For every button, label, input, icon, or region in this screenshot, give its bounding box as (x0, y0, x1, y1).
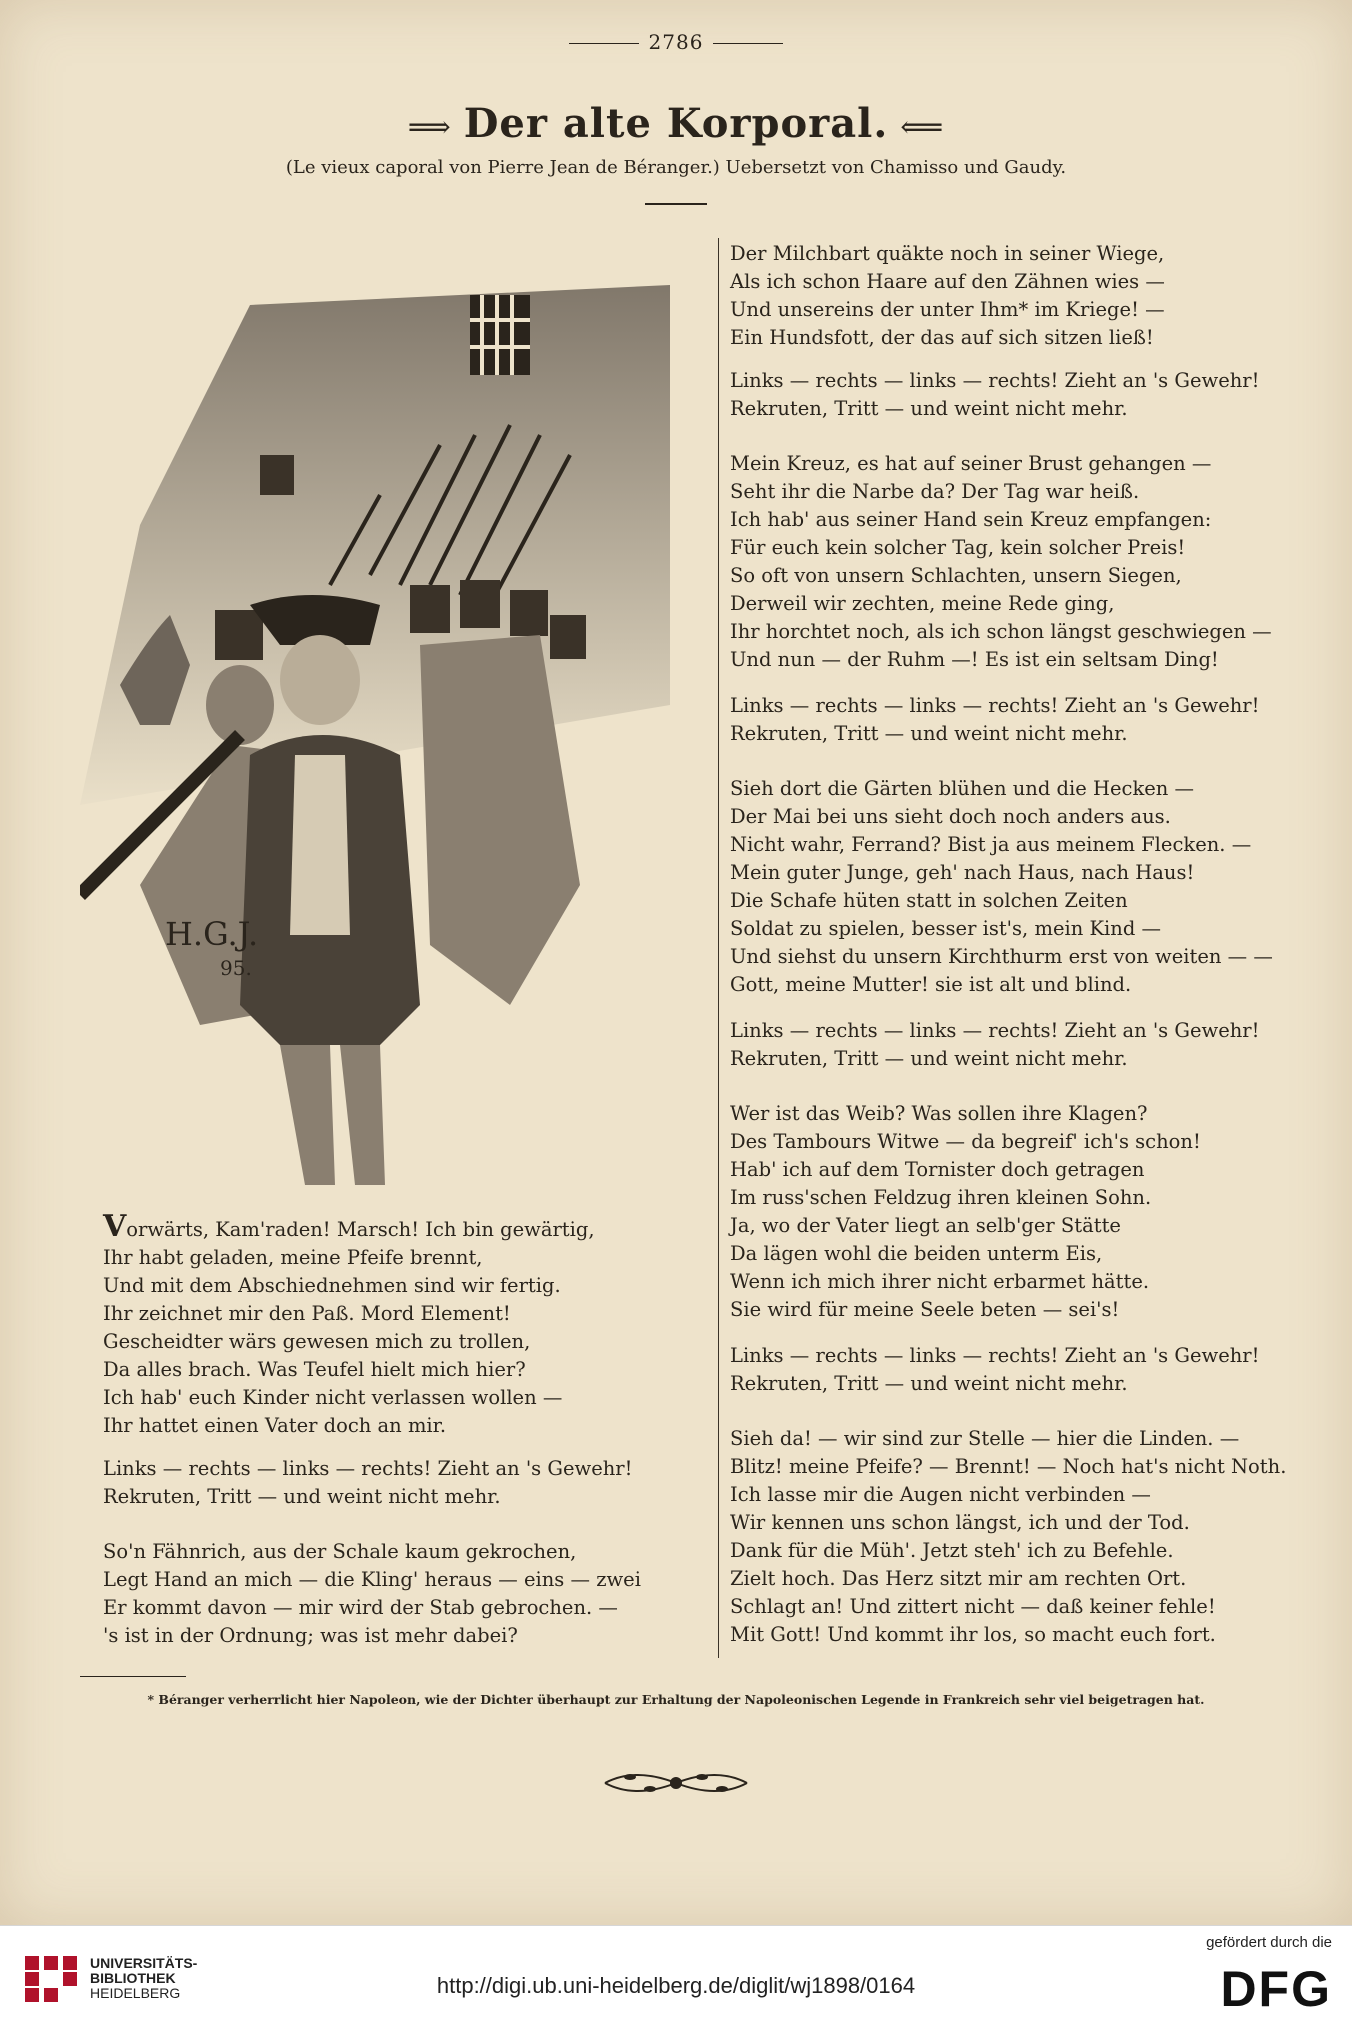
refrain-line: Links — rechts — links — rechts! Zieht an 's Gewehr! (730, 1019, 1260, 1042)
right-stanza-2 (730, 450, 1272, 674)
footnote-rule (80, 1676, 186, 1677)
poem-line: Als ich schon Haare auf den Zähnen wies — (730, 270, 1165, 293)
refrain-line: Links — rechts — links — rechts! Zieht an 's Gewehr! (103, 1457, 633, 1480)
poem-line: 's ist in der Ordnung; was ist mehr dabei? (103, 1624, 518, 1647)
poem-line: Der Mai bei uns sieht doch noch anders aus. (730, 805, 1171, 828)
institution-line: HEIDELBERG (90, 1985, 181, 2001)
poem-line: Ihr habt geladen, meine Pfeife brennt, (103, 1246, 483, 1269)
refrain-line: Rekruten, Tritt — und weint nicht mehr. (730, 1047, 1128, 1070)
poem-title-text: Der alte Korporal. (463, 100, 889, 147)
poem-line: Da lägen wohl die beiden unterm Eis, (730, 1242, 1103, 1265)
right-refrain-4 (730, 1342, 1259, 1398)
funding-text: gefördert durch die (1206, 1934, 1332, 1951)
poem-line: Ihr hattet einen Vater doch an mir. (103, 1414, 447, 1437)
left-refrain-1 (103, 1455, 632, 1511)
left-stanza-1 (103, 1209, 595, 1440)
poem-title (0, 100, 1352, 147)
page-number-text: 2786 (648, 30, 704, 54)
prison-wall (80, 285, 670, 805)
title-arrow-right-icon: ⟸ (900, 110, 945, 145)
barred-window (470, 295, 530, 375)
permalink-url[interactable]: http://digi.ub.uni-heidelberg.de/diglit/wj1898/0164 (436, 1973, 916, 1998)
page-number-rule-right (713, 43, 783, 44)
title-arrow-left-icon: ⟹ (407, 110, 452, 145)
poem-line: Da alles brach. Was Teufel hielt mich hier? (103, 1358, 526, 1381)
refrain-line: Rekruten, Tritt — und weint nicht mehr. (730, 722, 1128, 745)
poem-line: Sieh dort die Gärten blühen und die Hecken — (730, 777, 1195, 800)
poem-line: Ein Hundsfott, der das auf sich sitzen ließ! (730, 326, 1154, 349)
poem-line: Vorwärts, Kam'raden! Marsch! Ich bin gewärtig, (103, 1209, 595, 1244)
floral-ornament-icon (595, 1765, 757, 1801)
left-stanza-2 (103, 1538, 641, 1650)
poem-line: Legt Hand an mich — die Kling' heraus — eins — zwei (103, 1568, 641, 1591)
poem-line: Dank für die Müh'. Jetzt steh' ich zu Befehle. (730, 1539, 1174, 1562)
poem-line: Wir kennen uns schon längst, ich und der Tod. (730, 1511, 1190, 1534)
poem-line: Sieh da! — wir sind zur Stelle — hier die Linden. — (730, 1427, 1240, 1450)
poem-line: So oft von unsern Schlachten, unsern Siegen, (730, 564, 1182, 587)
poem-line: Derweil wir zechten, meine Rede ging, (730, 592, 1115, 615)
title-divider (645, 203, 707, 205)
refrain-line: Rekruten, Tritt — und weint nicht mehr. (730, 397, 1128, 420)
poem-line: Seht ihr die Narbe da? Der Tag war heiß. (730, 480, 1140, 503)
poem-line: Zielt hoch. Das Herz sitzt mir am rechten Ort. (730, 1567, 1187, 1590)
right-stanza-4 (730, 1100, 1201, 1324)
poem-line: Ihr horchtet noch, als ich schon längst geschwiegen — (730, 620, 1272, 643)
poem-line: Wer ist das Weib? Was sollen ihre Klagen? (730, 1102, 1148, 1125)
institution-line: UNIVERSITÄTS- (90, 1955, 198, 1971)
poem-line: Blitz! meine Pfeife? — Brennt! — Noch hat's nicht Noth. (730, 1455, 1287, 1478)
illustration-signature: H.G.J. (165, 915, 259, 953)
poem-subtitle: (Le vieux caporal von Pierre Jean de Béranger.) Uebersetzt von Chamisso und Gaudy. (285, 157, 1067, 178)
poem-line: Im russ'schen Feldzug ihren kleinen Sohn. (730, 1186, 1152, 1209)
illustration-old-corporal (80, 285, 670, 1185)
poem-line: Mein guter Junge, geh' nach Haus, nach Haus! (730, 861, 1195, 884)
corporal-waistcoat (290, 755, 350, 935)
poem-line: Mit Gott! Und kommt ihr los, so macht euch fort. (730, 1623, 1216, 1646)
poem-line: Ich hab' aus seiner Hand sein Kreuz empfangen: (730, 508, 1212, 531)
page-number-rule-left (569, 43, 639, 44)
page-number (0, 30, 1352, 54)
poem-line: Schlagt an! Und zittert nicht — daß keiner fehle! (730, 1595, 1216, 1618)
refrain-line: Links — rechts — links — rechts! Zieht an 's Gewehr! (730, 694, 1260, 717)
poem-line: Und nun — der Ruhm —! Es ist ein seltsam Ding! (730, 648, 1219, 671)
refrain-line: Rekruten, Tritt — und weint nicht mehr. (730, 1372, 1128, 1395)
poem-line: Nicht wahr, Ferrand? Bist ja aus meinem Flecken. — (730, 833, 1252, 856)
poem-line: Der Milchbart quäkte noch in seiner Wiege, (730, 242, 1165, 265)
institution-line: BIBLIOTHEK (90, 1970, 176, 1986)
corporal-face (280, 635, 360, 725)
right-refrain-3 (730, 1017, 1259, 1073)
poem-line: Die Schafe hüten statt in solchen Zeiten (730, 889, 1128, 912)
poem-line: Ich hab' euch Kinder nicht verlassen wollen — (103, 1386, 563, 1409)
poem-line: Er kommt davon — mir wird der Stab gebrochen. — (103, 1596, 618, 1619)
poem-line: Und unsereins der unter Ihm* im Kriege! — (730, 298, 1165, 321)
refrain-line: Rekruten, Tritt — und weint nicht mehr. (103, 1485, 501, 1508)
poem-line: Und siehst du unsern Kirchthurm erst von weiten — — (730, 945, 1273, 968)
right-stanza-1 (730, 240, 1165, 352)
poem-line: Gescheidter wärs gewesen mich zu trollen, (103, 1330, 531, 1353)
poem-line: Hab' ich auf dem Tornister doch getragen (730, 1158, 1145, 1181)
poem-line: Und mit dem Abschiednehmen sind wir fertig. (103, 1274, 561, 1297)
right-stanza-5 (730, 1425, 1286, 1649)
right-stanza-3 (730, 775, 1273, 999)
poem-line: Ja, wo der Vater liegt an selb'ger Stätte (730, 1214, 1121, 1237)
refrain-line: Links — rechts — links — rechts! Zieht an 's Gewehr! (730, 369, 1260, 392)
poem-line: Des Tambours Witwe — da begreif' ich's schon! (730, 1130, 1201, 1153)
poem-line: So'n Fähnrich, aus der Schale kaum gekrochen, (103, 1540, 577, 1563)
poem-line: Sie wird für meine Seele beten — sei's! (730, 1298, 1120, 1321)
footnote: * Béranger verherrlicht hier Napoleon, wie der Dichter überhaupt zur Erhaltung der Napoleonischen Legende in Frankreich sehr viel beigetragen hat. (147, 1692, 1205, 1707)
poem-line: Gott, meine Mutter! sie ist alt und blind. (730, 973, 1132, 996)
right-refrain-1 (730, 367, 1259, 423)
dfg-logo: DFG (1220, 1961, 1332, 2017)
column-divider (718, 238, 719, 1658)
poem-line: Mein Kreuz, es hat auf seiner Brust gehangen — (730, 452, 1212, 475)
illustration-year: 95. (220, 956, 252, 980)
poem-line: Soldat zu spielen, besser ist's, mein Kind — (730, 917, 1162, 940)
poem-line: Ich lasse mir die Augen nicht verbinden — (730, 1483, 1151, 1506)
digitization-footer (0, 1925, 1352, 2024)
corporal-legs (280, 1045, 385, 1185)
poem-line: Wenn ich mich ihrer nicht erbarmet hätte. (730, 1270, 1150, 1293)
refrain-line: Links — rechts — links — rechts! Zieht an 's Gewehr! (730, 1344, 1260, 1367)
poem-line: Ihr zeichnet mir den Paß. Mord Element! (103, 1302, 511, 1325)
right-refrain-2 (730, 692, 1259, 748)
poem-line: Für euch kein solcher Tag, kein solcher Preis! (730, 536, 1186, 559)
